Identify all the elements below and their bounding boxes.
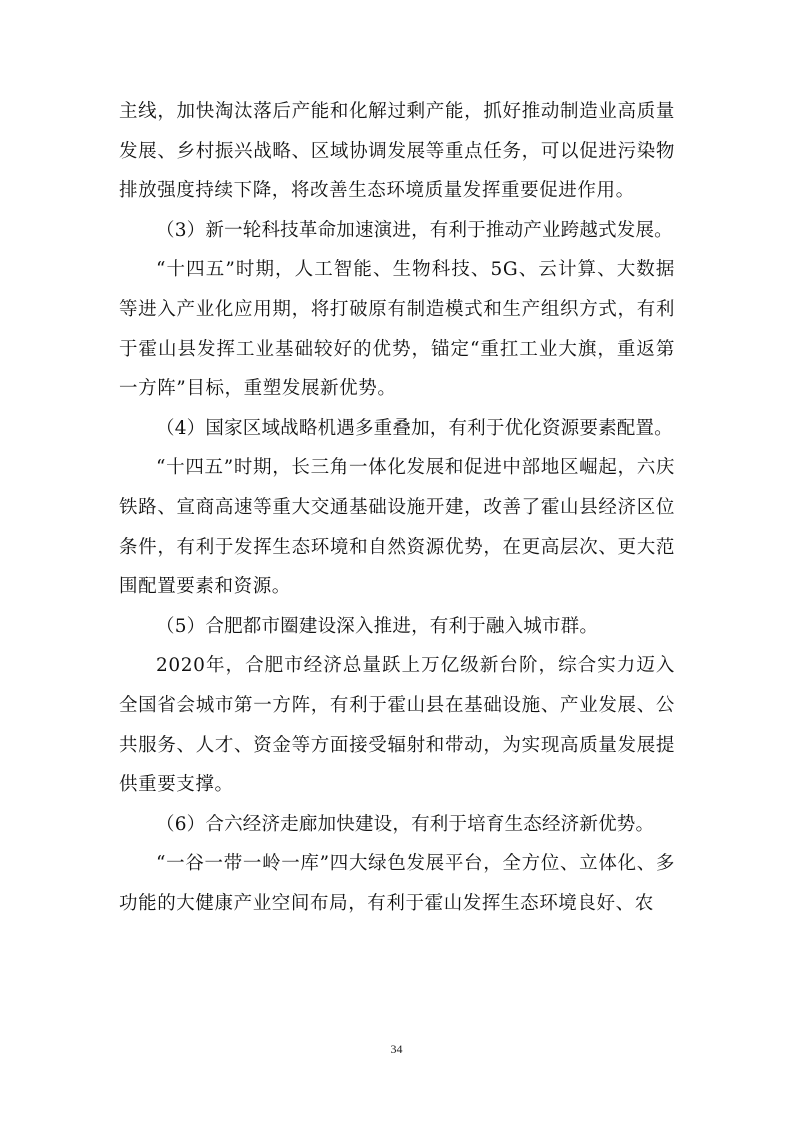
- section-heading-4: （4）国家区域战略机遇多重叠加，有利于优化资源要素配置。: [156, 417, 673, 439]
- paragraph-tech-revolution: “十四五”时期，人工智能、生物科技、5G、云计算、大数据等进入产业化应用期，将打破原有制造模式和生产组织方式，有利于霍山县发挥工业基础较好的优势，锚定“重扛工业大旗，重返第一方阵”目标，重塑发展新优势。: [119, 259, 675, 400]
- paragraph-green-platforms: “一谷一带一岭一库”四大绿色发展平台，全方位、立体化、多功能的大健康产业空间布局，有利于霍山发挥生态环境良好、农: [119, 853, 675, 914]
- page-number: 34: [390, 1042, 403, 1056]
- section-heading-5: （5）合肥都市圈建设深入推进，有利于融入城市群。: [156, 615, 599, 637]
- paragraph-hefei-metro: 2020年，合肥市经济总量跃上万亿级新台阶，综合实力迈入全国省会城市第一方阵，有利于霍山县在基础设施、产业发展、公共服务、人才、资金等方面接受辐射和带动，为实现高质量发展提供重要支撑。: [119, 655, 675, 796]
- paragraph-continuation: 主线，加快淘汰落后产能和化解过剩产能，抓好推动制造业高质量发展、乡村振兴战略、区域协调发展等重点任务，可以促进污染物排放强度持续下降，将改善生态环境质量发挥重要促进作用。: [119, 101, 675, 202]
- section-heading-3: （3）新一轮科技革命加速演进，有利于推动产业跨越式发展。: [156, 219, 673, 241]
- section-heading-6: （6）合六经济走廊加快建设，有利于培育生态经济新优势。: [156, 813, 655, 835]
- paragraph-regional-strategy: “十四五”时期，长三角一体化发展和促进中部地区崛起，六庆铁路、宣商高速等重大交通基础设施开建，改善了霍山县经济区位条件，有利于发挥生态环境和自然资源优势，在更高层次、更大范围配置要素和资源。: [119, 457, 675, 598]
- document-body: [119, 92, 675, 923]
